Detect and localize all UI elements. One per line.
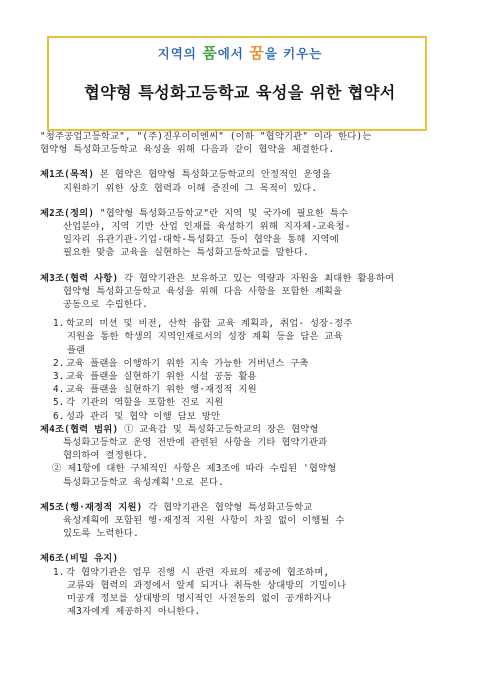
item-text: 교육 플랜을 실현하기 위한 시설 공동 활용 <box>66 371 257 383</box>
item-text: 교육 플랜을 실현하기 위한 행·재정적 지원 <box>66 384 257 396</box>
item-text: 학교의 미션 및 비전, 산학 융합 교육 계획과, 취업- 성장-정주 <box>66 318 353 330</box>
article-text: 특성화고등학교 육성계획'으로 본다. <box>63 476 224 488</box>
list-item <box>53 317 448 330</box>
article-text: 각 협약기관은 보유하고 있는 역량과 자원을 최대한 활용하여 <box>118 272 395 284</box>
intro-line: "청주공업고등학교", "(주)진우이이엔씨" (이하 "협약기관" 이라 한다)는 <box>40 131 372 142</box>
slogan-word-poom: 품 <box>202 44 218 62</box>
list-item <box>53 410 448 423</box>
article-heading: 제1조(목적) <box>40 169 95 181</box>
article-text: 협의하여 결정한다. <box>63 450 149 462</box>
item-text: 성과 관리 및 협약 이행 담보 방안 <box>66 410 221 422</box>
item-text: 교육 플랜을 이행하기 위한 지속 가능한 거버넌스 구축 <box>66 357 309 369</box>
document-body <box>40 130 448 631</box>
item-number: 6. <box>53 410 65 422</box>
list-item <box>53 357 448 370</box>
item-number: 1. <box>53 318 65 330</box>
list-item <box>53 383 448 396</box>
article-text: ① 교육감 및 특성화고등학교의 장은 협약형 <box>118 423 319 435</box>
item-text: 지원을 통한 학생의 지역인재로서의 성장 계획 등을 담은 교육 <box>67 331 343 343</box>
article-3-items <box>40 317 448 423</box>
slogan-prefix: 지역의 <box>157 46 203 61</box>
article-3 <box>40 272 448 312</box>
article-text: 일자리 유관기관-기업-대학-특성화고 등이 협약을 통해 지역에 <box>63 234 339 246</box>
intro-paragraph <box>40 130 448 156</box>
item-text: 제3자에게 제공하지 아니한다. <box>67 606 201 618</box>
article-5 <box>40 501 448 541</box>
article-text: "협약형 특성화고등학교"란 지역 및 국가에 필요한 특수 <box>94 207 349 219</box>
item-text: 각 기관의 역할을 포함한 진로 지원 <box>66 397 224 409</box>
article-text: 공동으로 수립한다. <box>63 299 149 311</box>
article-text: 특성화고등학교 운영 전반에 관련된 사항을 기타 협약기관과 <box>63 437 328 449</box>
document-title: 협약형 특성화고등학교 육성을 위한 협약서 <box>84 83 396 102</box>
item-number: 5. <box>53 397 65 409</box>
article-heading: 제3조(협력 사항) <box>40 272 119 284</box>
intro-line: 협약형 특성화고등학교 육성을 위해 다음과 같이 협약을 체결한다. <box>40 144 335 156</box>
article-text: 협약형 특성화고등학교 육성을 위해 다음 사항을 포함한 계획을 <box>63 285 343 297</box>
list-item <box>53 396 448 409</box>
article-text: 지원하기 위한 상호 협력과 이해 증진에 그 목적이 있다. <box>63 182 318 194</box>
article-1 <box>40 168 448 194</box>
item-text: 각 협약기관은 업무 진행 시 관련 자료의 제공에 협조하며, <box>66 566 330 578</box>
article-6 <box>40 552 448 618</box>
article-text: 육성계획에 포함된 행·재정적 지원 사항이 차질 없이 이행될 수 <box>63 515 345 527</box>
item-text: 플랜 <box>67 344 86 356</box>
article-heading: 제4조(협력 범위) <box>40 423 119 435</box>
item-number: 3. <box>53 371 65 383</box>
item-number: 1. <box>53 566 65 578</box>
article-heading: 제2조(정의) <box>40 207 95 219</box>
article-text: 본 협약은 협약형 특성화고등학교의 안정적인 운영을 <box>94 169 331 181</box>
article-text: ② 제1항에 대한 구체적인 사항은 제3조에 따라 수립된 '협약형 <box>52 463 337 475</box>
item-text: 교류와 협력의 과정에서 알게 되거나 취득한 상대방의 기밀이나 <box>67 579 347 591</box>
list-item <box>53 370 448 383</box>
item-number: 2. <box>53 357 65 369</box>
article-heading: 제6조(비밀 유지) <box>40 553 119 565</box>
article-heading: 제5조(행·재정적 지원) <box>40 501 143 513</box>
slogan-word-kkum: 꿈 <box>249 44 265 62</box>
slogan <box>0 42 480 63</box>
article-text: 필요한 맞춤 교육을 실현하는 특성화고등학교를 말한다. <box>63 247 309 259</box>
item-number: 4. <box>53 384 65 396</box>
slogan-suffix: 을 키우는 <box>264 46 323 61</box>
article-2 <box>40 207 448 260</box>
article-4 <box>40 423 448 489</box>
article-text: 산업분야, 지역 기반 산업 인재를 육성하기 위해 지자체-교육청- <box>63 221 351 233</box>
item-text: 미공개 정보를 상대방의 명시적인 사전동의 없이 공개하거나 <box>67 593 332 605</box>
article-text: 있도록 노력한다. <box>63 528 139 540</box>
slogan-mid: 에서 <box>217 46 250 61</box>
article-text: 각 협약기관은 협약형 특성화고등학교 <box>142 501 313 513</box>
list-item <box>53 566 448 579</box>
